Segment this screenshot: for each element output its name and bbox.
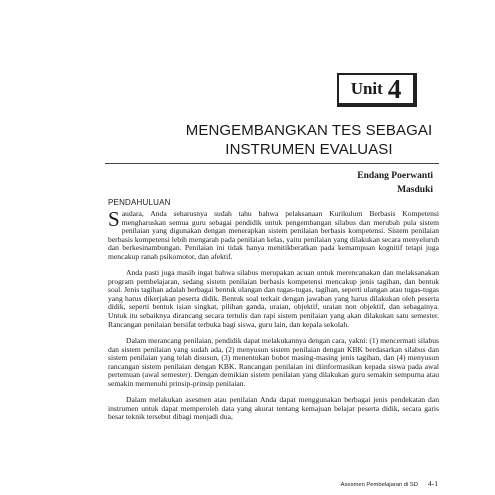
author-name: Endang Poerwanti <box>357 171 433 181</box>
paragraph-3: Dalam merancang penilaian, pendidik dapat melakukannya dengan cara, yakni: (1) mencermati silabus dan sistem penilaian yang sudah ada, (2) menyusun sistem penilaian dengan KBK berdasarkan silabus dan sistem penilaian yang telah disusun, (3) menentukan bobot masing-masing jenis tagihan, dan (4) menyusun rancangan sistem penilaian dengan KBK. Rancangan penilaian ini diinformasikan kepada siswa pada awal pertemuan (awal semester). Dengan demikian sistem penilaian yang dilakukan guru semakin sempurna atau semakin memenuhi prinsip-prinsip penilaian. <box>108 336 439 388</box>
footer-book-title: Asesmen Pembelajaran di SD <box>340 482 418 488</box>
unit-label-box <box>337 73 417 107</box>
unit-word: Unit <box>350 79 383 98</box>
unit-number: 4 <box>387 73 402 104</box>
chapter-title-line-2: INSTRUMEN EVALUASI <box>225 141 393 158</box>
body-text <box>108 207 439 430</box>
paragraph-1 <box>108 207 439 261</box>
page-number: 4-1 <box>428 479 438 488</box>
chapter-title <box>174 121 444 159</box>
paragraph-1-text: audara, Anda seharusnya sudah tahu bahwa pelaksanaan Kurikulum Berbasis Kompetensi mengharuskan semua guru sebagai pendidik untuk pengembangan silabus dan merubah pula sistem penilaian yang digunakan dengan menerapkan sistem penilaian berbasis kompetensi. Sistem penilaian berbasis kompetensi lebih mengarah pada penilaian kelas, yaitu penilaian yang dilakukan secara menyeluruh dan berkesinambungan. Penilaian ini tidak hanya menitikberatkan pada kemampuan kognitif tetapi juga mencakup ranah psikomotor, dan afektif. <box>108 209 439 261</box>
paragraph-2: Anda pasti juga masih ingat bahwa silabus merupakan acuan untuk merencanakan dan melaksanakan program pembelajaran, sedang sistem penilaian berbasis kompetensi mencakup jenis tagihan, dan bentuk soal. Jenis tagihan adalah berbagai bentuk ulangan dan tugas-tugas, tagihan, seperti ulangan atau tugas-tugas yang harus dikerjakan peserta didik. Bentuk soal terkait dengan jawaban yang harus dilakukan oleh peserta didik, seperti bentuk isian singkat, pilihan ganda, uraian, objektif, uraian non objektif, dan sebagainya. Untuk itu sebaiknya dirancang secara tertulis dan rapi sistem penilaian yang akan dilakukan satu semester. Rancangan penilaian bersifat terbuka bagi siswa, guru lain, dan kepala sekolah. <box>108 268 439 329</box>
section-heading: PENDAHULUAN <box>108 198 171 207</box>
author-name: Masduki <box>397 185 433 195</box>
page-footer <box>341 479 438 488</box>
paragraph-4: Dalam melakukan asesmen atau penilaian Anda dapat menggunakan berbagai jenis pendekatan dan instrumen untuk dapat memperoleh data yang akurat tentang kemajuan belajar peserta didik, secara garis besar teknik tersebut dibagi menjadi dua, <box>108 395 439 422</box>
chapter-title-line-1: MENGEMBANGKAN TES SEBAGAI <box>185 122 433 139</box>
title-divider <box>105 163 439 164</box>
drop-cap: S <box>108 207 120 231</box>
